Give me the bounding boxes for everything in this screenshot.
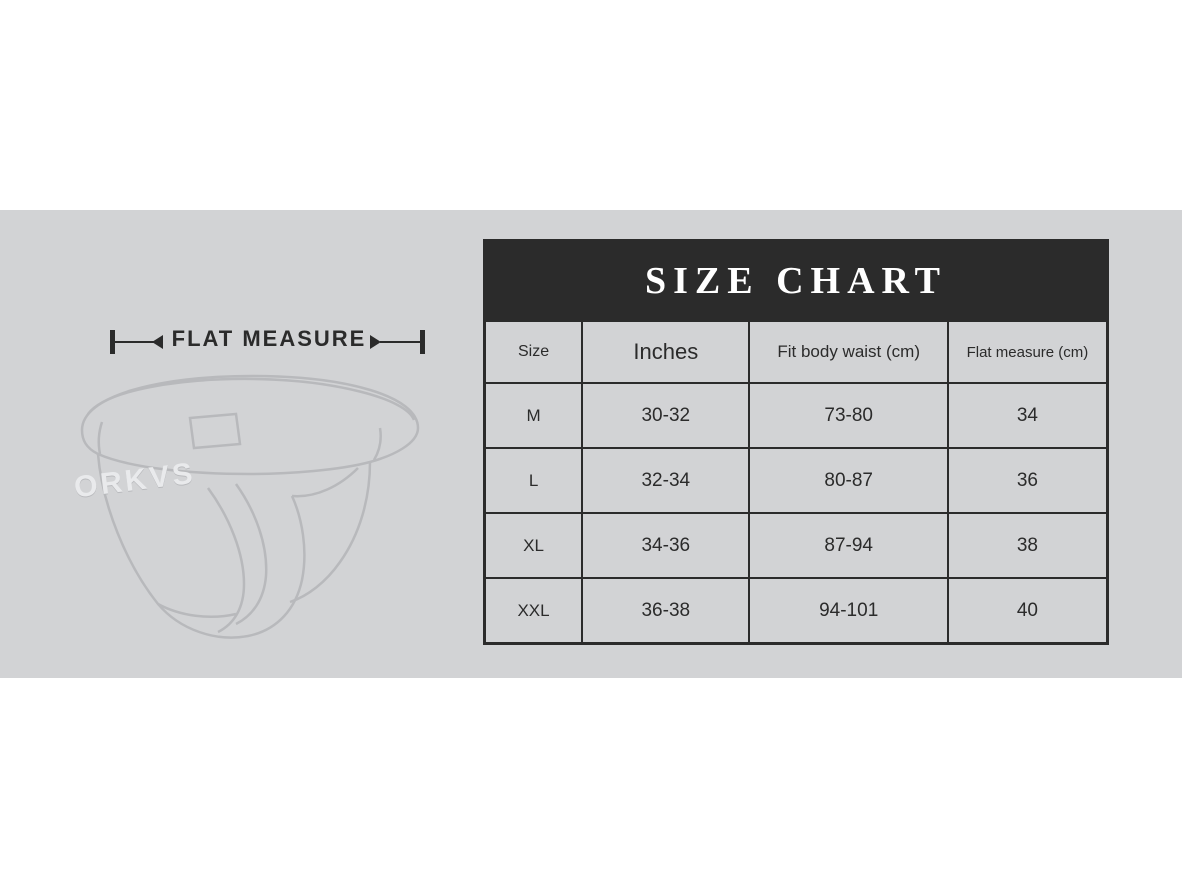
size-chart-table — [486, 320, 1106, 642]
flat-measure-illustration — [40, 300, 460, 660]
column-header-size: Size — [486, 321, 582, 383]
cell-flat-measure: 36 — [948, 448, 1106, 513]
cell-size: M — [486, 383, 582, 448]
cell-inches: 32-34 — [582, 448, 749, 513]
briefs-outline-illustration-icon — [40, 358, 460, 658]
size-chart-table-container — [483, 239, 1109, 645]
cell-fit-body-waist: 94-101 — [749, 578, 947, 642]
cell-inches: 34-36 — [582, 513, 749, 578]
table-row — [486, 578, 1106, 642]
flat-measure-dimension-line — [68, 326, 440, 360]
column-header-fit-body-waist: Fit body waist (cm) — [749, 321, 947, 383]
cell-fit-body-waist: 73-80 — [749, 383, 947, 448]
arrow-left-icon — [152, 335, 163, 349]
page-title: SIZE CHART — [644, 260, 947, 302]
column-header-flat-measure: Flat measure (cm) — [948, 321, 1106, 383]
flat-measure-label: FLAT MEASURE — [171, 326, 367, 351]
cell-flat-measure: 40 — [948, 578, 1106, 642]
cell-size: XL — [486, 513, 582, 578]
cell-fit-body-waist: 87-94 — [749, 513, 947, 578]
table-row — [486, 448, 1106, 513]
measure-line-left — [115, 341, 157, 343]
cell-size: L — [486, 448, 582, 513]
column-header-inches: Inches — [582, 321, 749, 383]
size-chart-title-bar — [486, 242, 1106, 320]
measure-line-right — [380, 341, 420, 343]
cell-size: XXL — [486, 578, 582, 642]
cell-flat-measure: 38 — [948, 513, 1106, 578]
table-row — [486, 513, 1106, 578]
table-row — [486, 383, 1106, 448]
measure-end-cap-right-icon — [420, 330, 425, 354]
brand-wordmark: ORKVS — [72, 456, 198, 505]
table-header-row — [486, 321, 1106, 383]
cell-fit-body-waist: 80-87 — [749, 448, 947, 513]
cell-flat-measure: 34 — [948, 383, 1106, 448]
cell-inches: 36-38 — [582, 578, 749, 642]
cell-inches: 30-32 — [582, 383, 749, 448]
